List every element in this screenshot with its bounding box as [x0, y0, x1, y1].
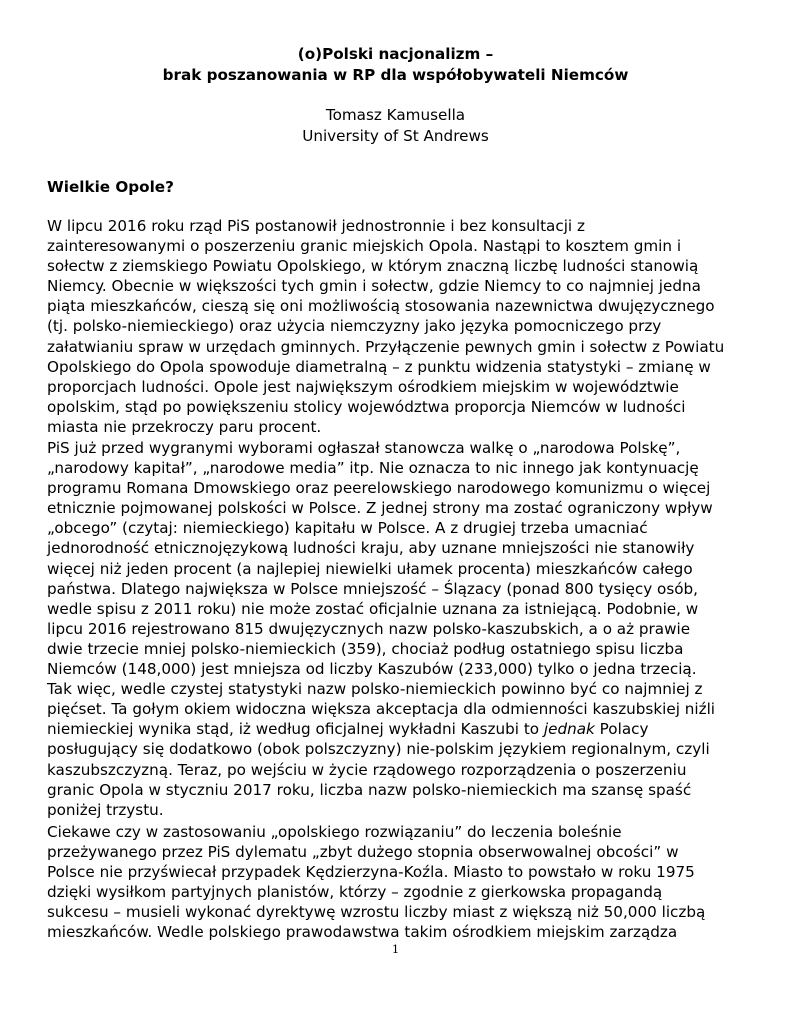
paragraph-line: programu Romana Dmowskiego oraz peerelowskiego narodowego komunizmu o więcej: [47, 479, 711, 498]
paragraph-line: Ciekawe czy w zastosowaniu „opolskiego rozwiązaniu” do leczenia boleśnie: [47, 823, 622, 841]
paragraph-line: opolskim, stąd po powiększeniu stolicy województwa proporcja Niemców w ludności: [47, 397, 686, 416]
paragraph-line: jednorodność etnicznojęzykową ludności kraju, aby uznane mniejszości nie stanowiły: [47, 539, 695, 558]
paragraph-line: pięćset. Ta gołym okiem widoczna większa akceptacja dla odmienności kaszubskiej niźli: [47, 700, 716, 719]
paragraph-line: piąta mieszkańców, cieszą się oni możliwością stosowania nazewnictwa dwujęzycznego: [47, 297, 715, 316]
paragraph-line: Polsce nie przyświecał przypadek Kędzierzyna-Koźla. Miasto to powstało w roku 1975: [47, 863, 695, 882]
line-text-start: niemieckiej wynika stąd, iż według oficjalnej wykładni Kaszubi to: [47, 720, 544, 739]
paragraph-line: poniżej trzystu.: [47, 800, 164, 819]
paragraph-line: więcej niż jeden procent (a najlepiej niewielki ułamek procenta) mieszkańców całego: [47, 559, 693, 578]
paragraph-line: sołectw z ziemskiego Powiatu Opolskiego, w którym znaczną liczbę ludności stanowią: [47, 257, 699, 276]
paragraph-line: Niemcy. Obecnie w większości tych gmin i sołectw, gdzie Niemcy to co najmniej jedna: [47, 277, 701, 296]
paragraph-line: Niemców (148,000) jest mniejsza od liczby Kaszubów (233,000) tylko o jedna trzecią.: [47, 660, 697, 679]
paragraph-line: państwa. Dlatego największa w Polsce mniejszość – Ślązacy (ponad 800 tysięcy osób,: [47, 579, 698, 598]
paragraph-line: „narodowy kapitał”, „narodowe media” itp. Nie oznacza to nic innego jak kontynuację: [47, 459, 699, 478]
title-line-2: brak poszanowania w RP dla współobywateli Niemców: [162, 66, 629, 84]
paragraph-line: (tj. polsko-niemieckiego) oraz użycia niemczyzny jako języka pomocniczego przy: [47, 317, 662, 336]
paragraph-line: mieszkańców. Wedle polskiego prawodawstwa takim ośrodkiem miejskim zarządza: [47, 923, 678, 942]
title-line-1: (o)Polski nacjonalizm –: [297, 45, 494, 63]
line-text-end: Polacy: [594, 720, 649, 739]
paragraph-line: W lipcu 2016 roku rząd PiS postanowił jednostronnie i bez konsultacji z: [47, 217, 585, 235]
paragraph-line: sukcesu – musieli wykonać dyrektywę wzrostu liczby miast z większą niż 50,000 liczbą: [47, 903, 706, 922]
paragraph-line: miasta nie przekroczy paru procent.: [47, 417, 322, 436]
paragraph-line: Opolskiego do Opola spowoduje diametralną – z punktu widzenia statystyki – zmianę w: [47, 357, 711, 376]
paragraph-line: dzięki wysiłkom partyjnych planistów, którzy – zgodnie z gierkowska propagandą: [47, 883, 663, 902]
paragraph-line: wedle spisu z 2011 roku) nie może zostać oficjalnie uznana za istniejącą. Podobnie, w: [47, 599, 699, 618]
paragraph-1: [47, 216, 724, 437]
paragraph-3: [47, 822, 705, 943]
paragraph-2: [47, 438, 715, 820]
page-number: 1: [391, 942, 400, 956]
author-affiliation: University of St Andrews: [302, 127, 489, 145]
paragraph-line: dwie trzecie mniej polsko-niemieckich (359), chociaż podług ostatniego spisu liczba: [47, 639, 684, 658]
section-heading: Wielkie Opole?: [47, 178, 174, 196]
italic-word: jednak: [543, 720, 595, 739]
paragraph-line: zainteresowanymi o poszerzeniu granic miejskich Opola. Nastąpi to kosztem gmin i: [47, 237, 682, 256]
author-block: [0, 105, 791, 147]
paragraph-line: granic Opola w styczniu 2017 roku, liczba nazw polsko-niemieckich ma szansę spaść: [47, 780, 692, 799]
document-title: [0, 44, 791, 86]
paragraph-line: posługujący się dodatkowo (obok polszczyzny) nie-polskim językiem regionalnym, czyli: [47, 740, 710, 759]
paragraph-line: załatwianiu spraw w urzędach gminnych. Przyłączenie pewnych gmin i sołectw z Powiatu: [47, 337, 725, 356]
paragraph-line: „obcego” (czytaj: niemieckiego) kapitału w Polsce. A z drugiej trzeba umacniać: [47, 519, 648, 538]
paragraph-line: PiS już przed wygranymi wyborami ogłaszał stanowcza walkę o „narodowa Polskę”,: [47, 439, 681, 457]
paragraph-line: etnicznie pojmowanej polskości w Polsce. Z jednej strony ma zostać ograniczony wpływ: [47, 499, 713, 518]
paragraph-line-with-italic: [47, 719, 715, 739]
paragraph-line: kaszubszczyzną. Teraz, po wejściu w życie rządowego rozporządzenia o poszerzeniu: [47, 760, 687, 779]
paragraph-line: lipcu 2016 rejestrowano 815 dwujęzycznych nazw polsko-kaszubskich, a o aż prawie: [47, 619, 691, 638]
author-name: Tomasz Kamusella: [325, 106, 466, 124]
paragraph-line: przeżywanego przez PiS dylematu „zbyt dużego stopnia obserwowalnej obcości” w: [47, 843, 679, 862]
paragraph-line: proporcjach ludności. Opole jest największym ośrodkiem miejskim w województwie: [47, 377, 679, 396]
paragraph-line: Tak więc, wedle czystej statystyki nazw polsko-niemieckich powinno być co najmniej z: [47, 680, 703, 699]
